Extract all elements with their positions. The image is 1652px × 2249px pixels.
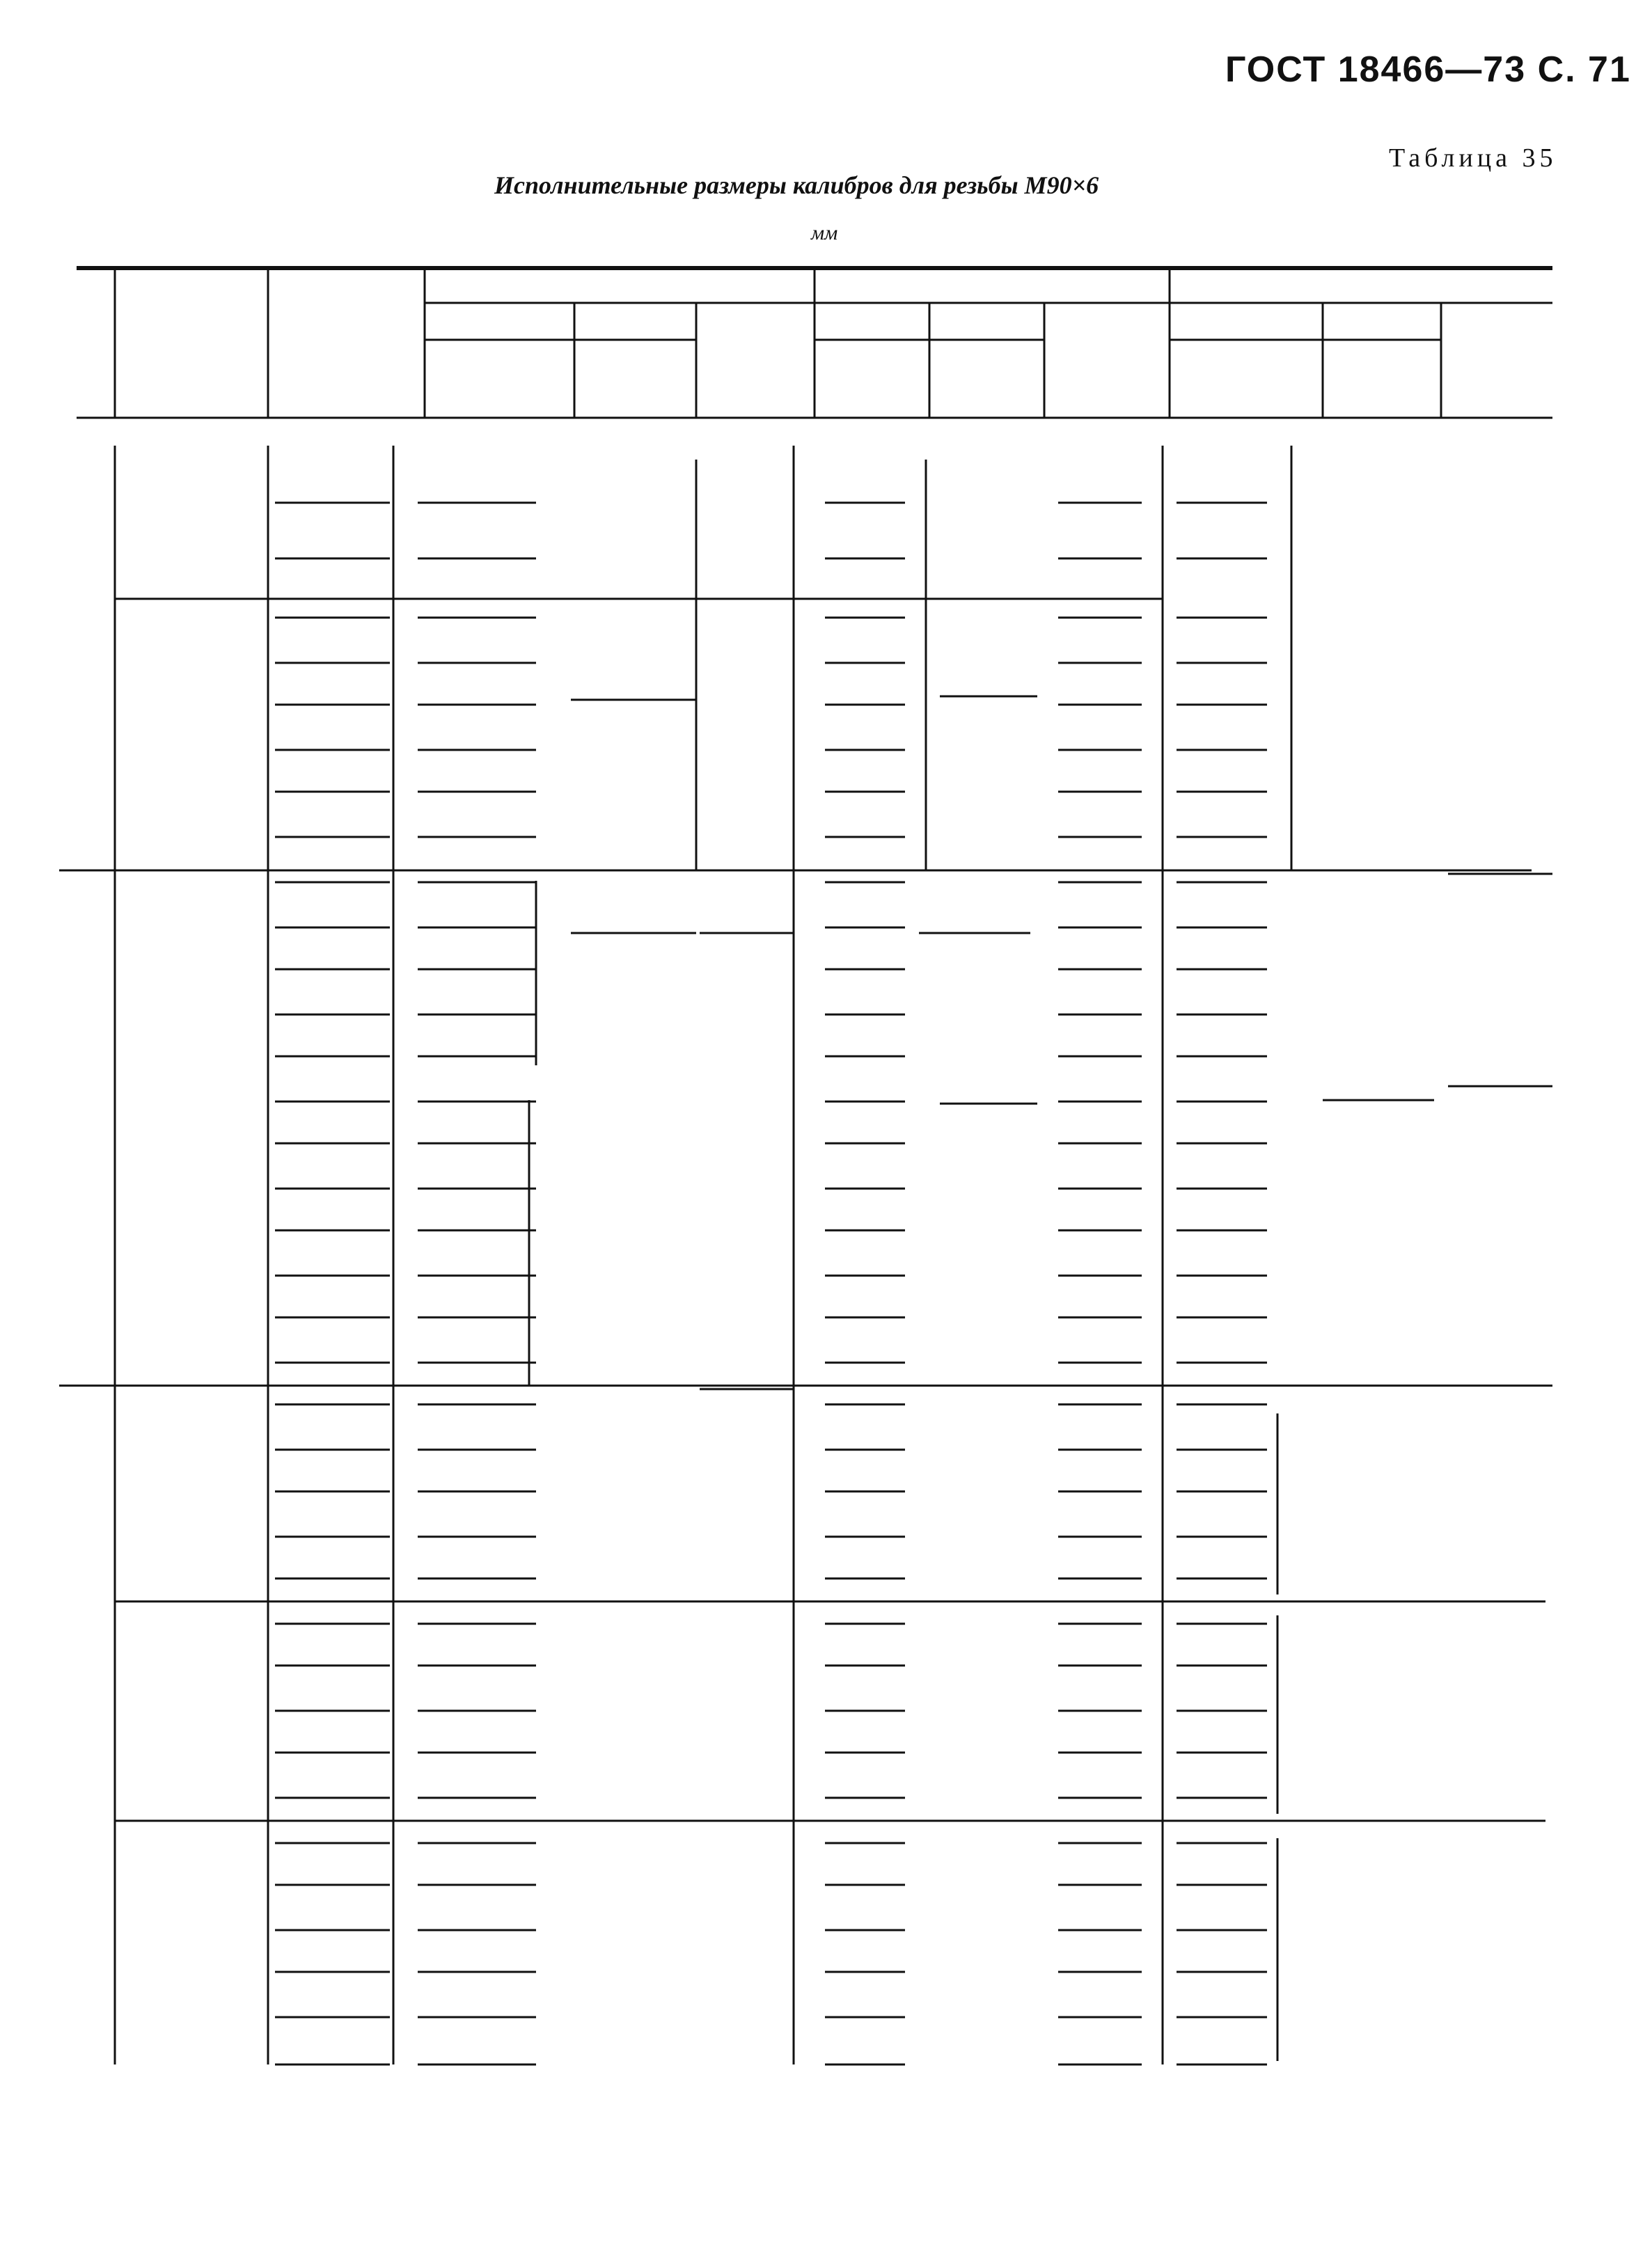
document-header: ГОСТ 18466—73 С. 71 (1225, 49, 1631, 90)
table-number: Таблица 35 (1389, 143, 1557, 173)
table-title: Исполнительные размеры калибров для резьбы М90×6 (494, 171, 1099, 199)
table-unit: мм (811, 221, 838, 244)
